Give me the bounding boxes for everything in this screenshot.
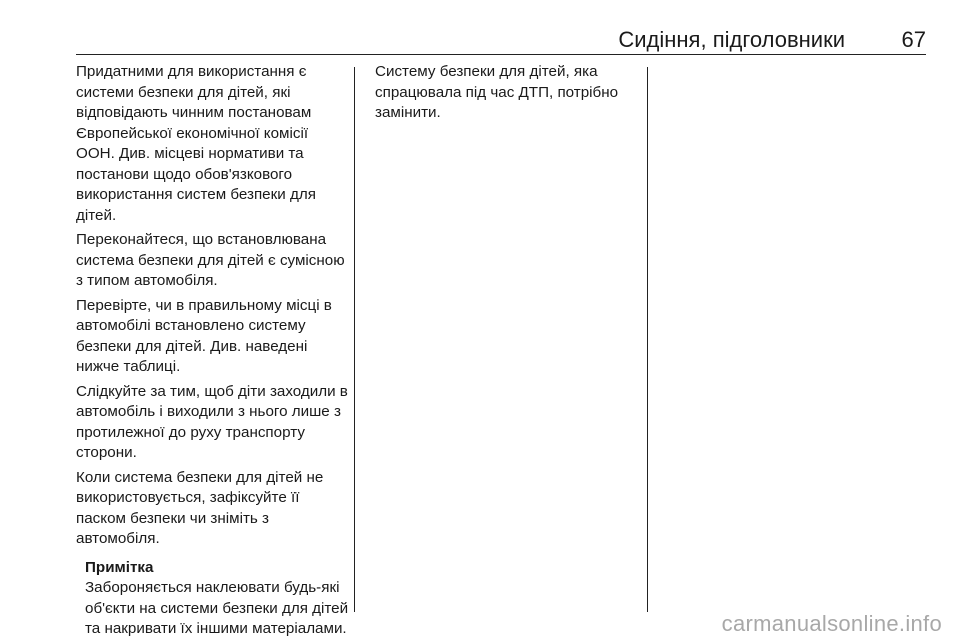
- watermark-text: carmanualsonline.info: [721, 611, 942, 636]
- page-header-title: Сидіння, підголовники: [618, 27, 845, 52]
- header-rule: [76, 54, 926, 55]
- note-text: Забороняється наклеювати будь-які об'єкти на системи безпеки для дітей та накривати їх іншими матеріалами.: [85, 579, 349, 637]
- paragraph: Переконайтеся, що встановлювана система безпеки для дітей є сумісною з типом автомобіля.: [76, 231, 345, 289]
- column-divider: [647, 67, 648, 612]
- paragraph: Систему безпеки для дітей, яка спрацювала під час ДТП, потрібно замінити.: [375, 63, 619, 121]
- column-divider: [354, 67, 355, 612]
- text-column-left: [76, 62, 350, 640]
- text-column-middle: [375, 62, 635, 128]
- paragraph: Перевірте, чи в правильному місці в автомобілі встановлено систему безпеки для дітей. Див. наведені нижче таблиці.: [76, 296, 332, 375]
- note-block: [85, 558, 350, 640]
- paragraph: Придатними для використання є системи безпеки для дітей, які відповідають чинним постановам Європейської економічної комісії ООН. Див. місцеві нормативи та постанови щодо обов'язкового використання систем безпеки для дітей.: [76, 63, 316, 224]
- note-title: Примітка: [85, 558, 154, 576]
- page-number: 67: [901, 27, 926, 52]
- paragraph: Слідкуйте за тим, щоб діти заходили в автомобіль і виходили з нього лише з протилежної до руху транспорту сторони.: [76, 382, 348, 461]
- paragraph: Коли система безпеки для дітей не використовується, зафіксуйте її паском безпеки чи зніміть з автомобіля.: [76, 468, 324, 547]
